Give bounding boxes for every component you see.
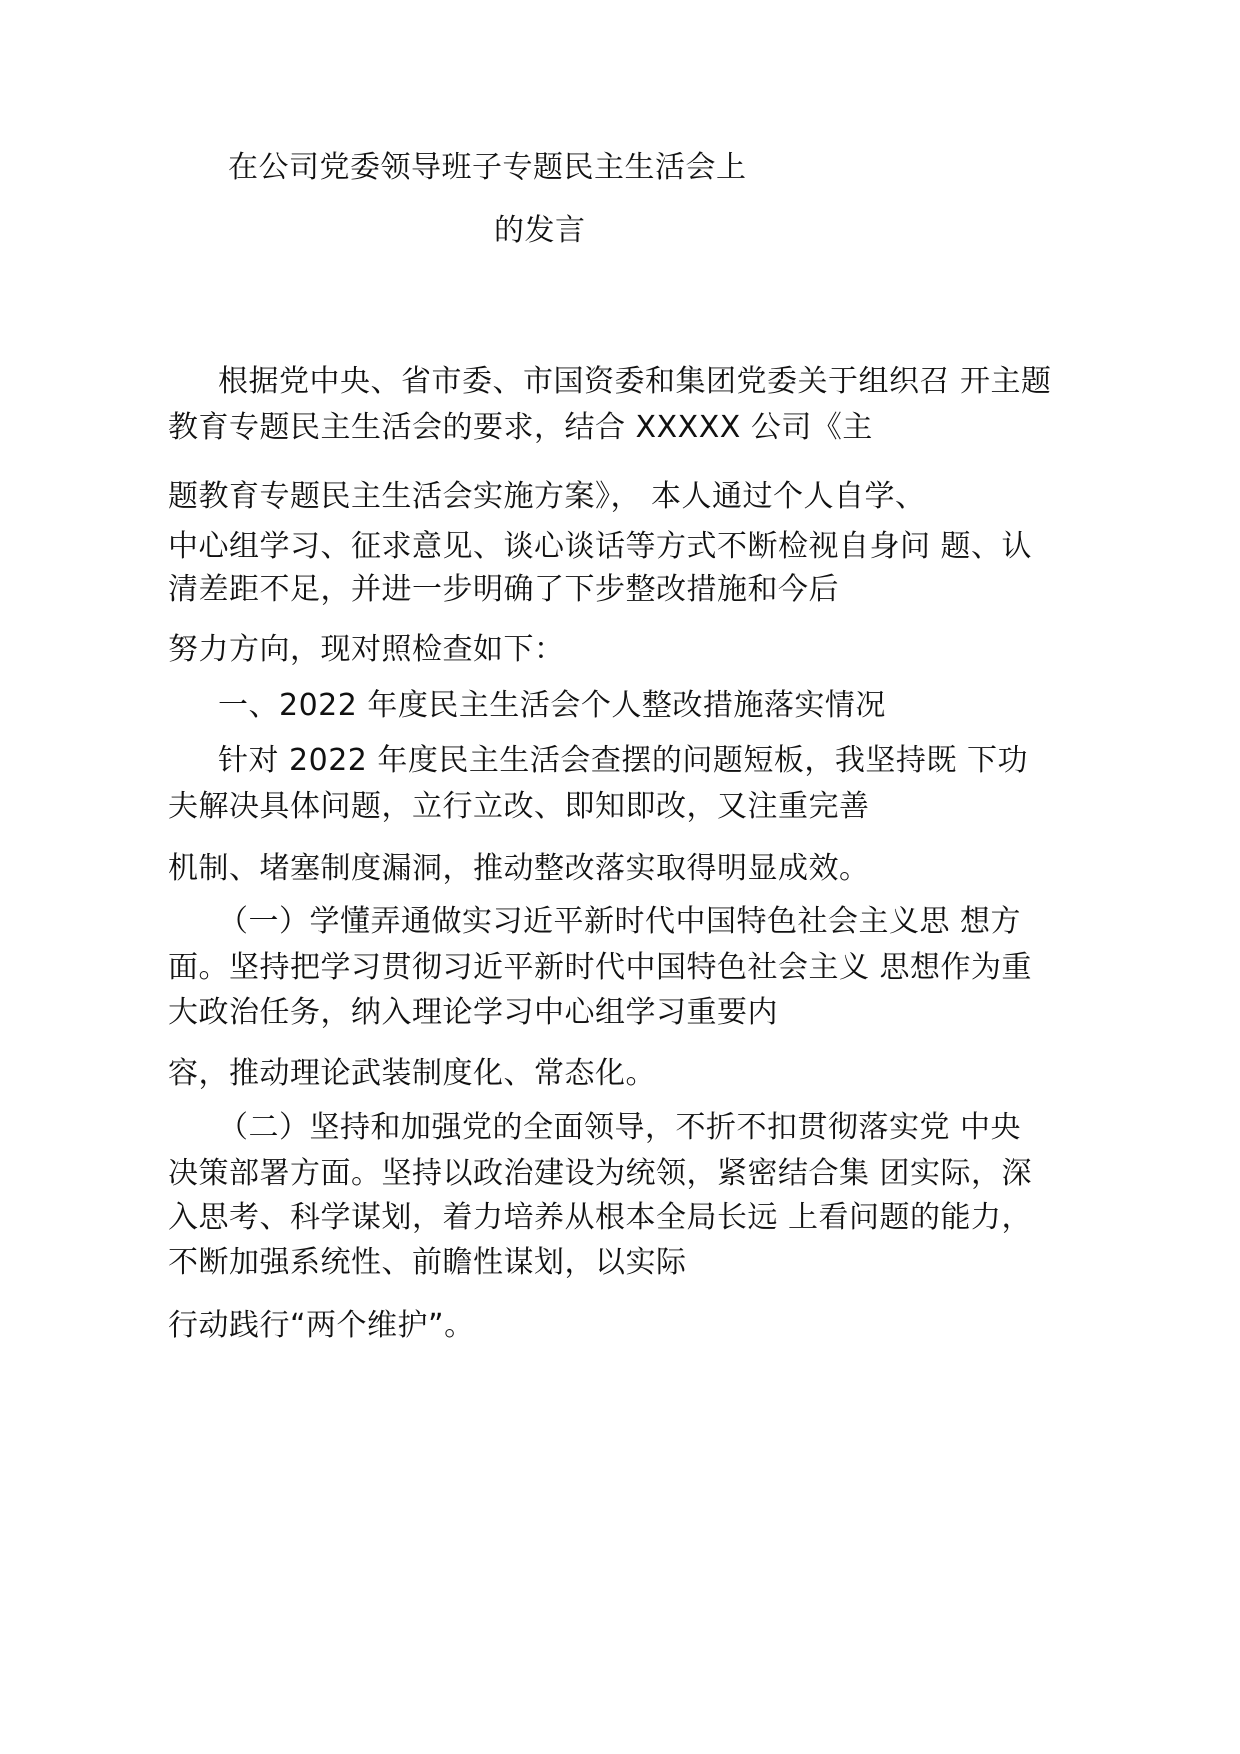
body-line: 不断加强系统性、前瞻性谋划，以实际 [168, 1245, 687, 1280]
title-line-1: 在公司党委领导班子专题民主生活会上 [228, 150, 747, 185]
body-line: 决策部署方面。坚持以政治建设为统领，紧密结合集 团实际，深 [168, 1156, 1033, 1191]
body-line: 机制、堵塞制度漏洞，推动整改落实取得明显成效。 [168, 851, 870, 886]
body-line: 题教育专题民主生活会实施方案》， 本人通过个人自学、 [168, 479, 926, 514]
body-line: 针对 2022 年度民主生活会查摆的问题短板，我坚持既 下功 [218, 743, 1028, 778]
body-line: 面。坚持把学习贯彻习近平新时代中国特色社会主义 思想作为重 [168, 950, 1033, 985]
body-line: 大政治任务，纳入理论学习中心组学习重要内 [168, 995, 778, 1030]
title-line-2: 的发言 [494, 213, 586, 248]
section-heading: 一、2022 年度民主生活会个人整改措施落实情况 [218, 688, 886, 723]
subsection-heading: （一）学懂弄通做实习近平新时代中国特色社会主义思 想方 [218, 904, 1022, 939]
body-line: 清差距不足，并进一步明确了下步整改措施和今后 [168, 572, 839, 607]
body-line: 夫解决具体问题，立行立改、即知即改，又注重完善 [168, 789, 870, 824]
body-line: 中心组学习、征求意见、谈心谈话等方式不断检视自身问 题、认 [168, 529, 1033, 564]
body-line: 教育专题民主生活会的要求，结合 XXXXX 公司《主 [168, 410, 873, 445]
body-line: 入思考、科学谋划，着力培养从根本全局长远 上看问题的能力， [168, 1200, 1033, 1235]
body-line: 容，推动理论武装制度化、常态化。 [168, 1056, 656, 1091]
body-line: 行动践行“两个维护”。 [168, 1308, 475, 1343]
body-line: 根据党中央、省市委、市国资委和集团党委关于组织召 开主题 [218, 364, 1052, 399]
subsection-heading: （二）坚持和加强党的全面领导，不折不扣贯彻落实党 中央 [218, 1110, 1022, 1145]
body-line: 努力方向，现对照检查如下： [168, 632, 565, 667]
